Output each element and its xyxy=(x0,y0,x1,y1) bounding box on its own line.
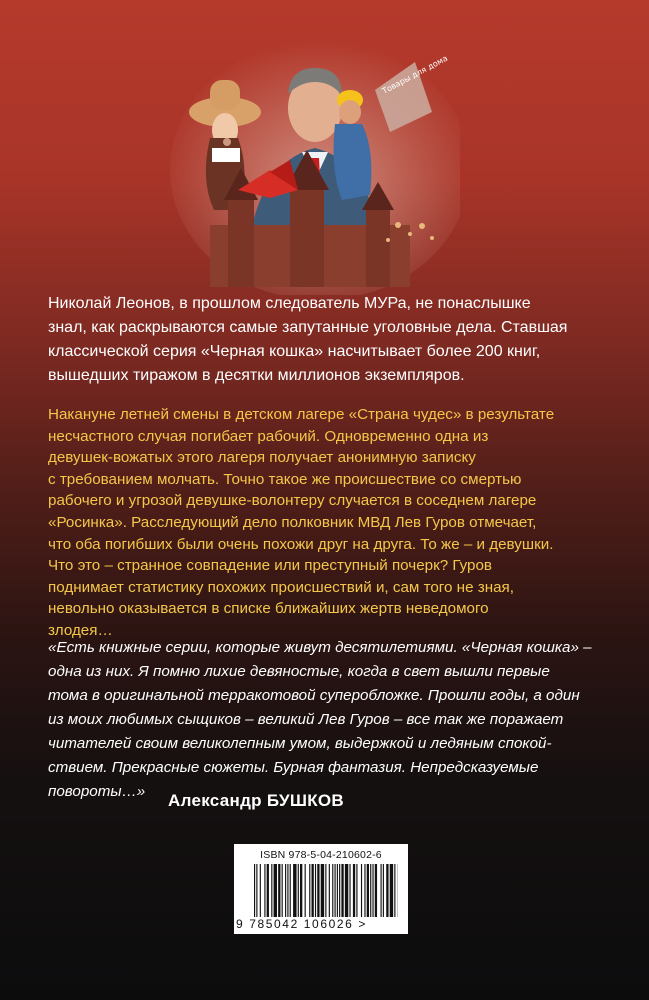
blurb-line: «Росинка». Расследующий дело полковник МВД Лев Гуров отмечает, xyxy=(48,513,537,531)
barcode-bar xyxy=(372,864,373,917)
blurb-line: поднимает статистику похожих происшествий и, сам того не зная, xyxy=(48,578,514,596)
barcode-bar xyxy=(271,864,272,917)
barcode-bar xyxy=(386,864,388,917)
barcode-bar xyxy=(300,864,302,917)
barcode-bar xyxy=(287,864,288,917)
barcode-bar xyxy=(367,864,369,917)
barcode-bar xyxy=(274,864,277,917)
barcode-bar xyxy=(335,864,336,917)
barcode-bar xyxy=(298,864,299,917)
barcode-bar xyxy=(282,864,283,917)
barcode-bar xyxy=(390,864,393,917)
quote-line: ствием. Прекрасные сюжеты. Бурная фантазия. Непредсказуемые xyxy=(48,759,539,776)
barcode-bar xyxy=(315,864,316,917)
annotation-line: знал, как раскрываются самые запутанные уголовные дела. Ставшая xyxy=(48,319,568,336)
quote-line: читателей своим великолепным умом, выдержкой и ледяным спокой- xyxy=(48,735,552,752)
barcode-bar xyxy=(267,864,269,917)
barcode-bar xyxy=(383,864,384,917)
blurb-line: Накануне летней смены в детском лагере «Страна чудес» в результате xyxy=(48,406,555,423)
barcode-bar xyxy=(364,864,365,917)
barcode-bar xyxy=(321,864,324,917)
barcode-bar xyxy=(375,864,377,917)
cover-illustration-art xyxy=(170,20,460,295)
cover-illustration xyxy=(170,20,460,295)
blurb-line: что оба погибших были очень похожи друг на друга. То же – и девушки. xyxy=(48,535,554,553)
blurb-line: несчастного случая погибает рабочий. Одновременно одна из xyxy=(48,427,489,445)
barcode-bar xyxy=(329,864,330,917)
barcode-bar xyxy=(260,864,261,917)
blurb-line: Что это – странное совпадение или преступный почерк? Гуров xyxy=(48,557,492,575)
barcode-bar xyxy=(305,864,306,917)
barcode-bar xyxy=(341,864,343,917)
isbn-barcode xyxy=(234,844,408,934)
barcode-bar xyxy=(293,864,296,917)
annotation-line: вышедших тиражом в десятки миллионов экземпляров. xyxy=(48,367,465,384)
quote-line: повороты…» xyxy=(48,783,146,800)
quote-line: тома в оригинальной терракотовой суперобложке. Прошли годы, а один xyxy=(48,687,580,704)
blurb-line: рабочего и угрозой девушке-волонтеру случается в соседнем лагере xyxy=(48,492,537,510)
barcode-bar xyxy=(332,864,333,917)
barcode-bar xyxy=(361,864,362,917)
barcode-bar xyxy=(285,864,286,917)
quote-line: одна из них. Я помню лихие девяностые, когда в свет вышли первые xyxy=(48,663,550,680)
blurb-line: невольно оказывается в списке ближайших жертв неведомого xyxy=(48,600,489,618)
blurb-line: девушек-вожатых этого лагеря получает анонимную записку xyxy=(48,449,476,467)
plot-blurb xyxy=(48,404,603,642)
annotation-line: Николай Леонов, в прошлом следователь МУРа, не понаслышке xyxy=(48,295,531,312)
quote-line: «Есть книжные серии, которые живут десятилетиями. «Черная кошка» – xyxy=(48,639,592,656)
barcode-bar xyxy=(381,864,382,917)
barcode-bar xyxy=(339,864,340,917)
barcode-bar xyxy=(312,864,314,917)
barcode-bars xyxy=(254,864,398,917)
barcode-bar xyxy=(264,864,265,917)
blurb-line: с требованием молчать. Точно такое же происшествие со смертью xyxy=(48,470,522,488)
barcode-bar xyxy=(394,864,395,917)
author-annotation xyxy=(48,292,608,388)
barcode-bar xyxy=(337,864,338,917)
isbn-number: ISBN 978-5-04-210602-6 xyxy=(260,849,382,861)
blurb-line: злодея… xyxy=(48,621,113,639)
quote-line: из моих любимых сыщиков – великий Лев Гуров – все так же поражает xyxy=(48,711,564,728)
barcode-bar xyxy=(349,864,350,917)
annotation-line: классической серия «Черная кошка» насчитывает более 200 книг, xyxy=(48,343,541,360)
barcode-digits: 9 785042 106026 > xyxy=(236,917,367,931)
barcode-bar xyxy=(325,864,326,917)
worker-sign-text: Товары для дома xyxy=(380,53,450,96)
barcode-bar xyxy=(256,864,257,917)
quote-author: Александр БУШКОВ xyxy=(168,791,345,810)
barcode-bar xyxy=(278,864,280,917)
review-quote xyxy=(48,636,603,804)
barcode-bar xyxy=(309,864,310,917)
barcode-bar xyxy=(356,864,357,917)
barcode-bar xyxy=(345,864,348,917)
barcode-bar xyxy=(254,864,255,917)
barcode-bar xyxy=(353,864,355,917)
barcode-bar xyxy=(290,864,291,917)
barcode-bar xyxy=(370,864,371,917)
barcode-bar xyxy=(317,864,319,917)
